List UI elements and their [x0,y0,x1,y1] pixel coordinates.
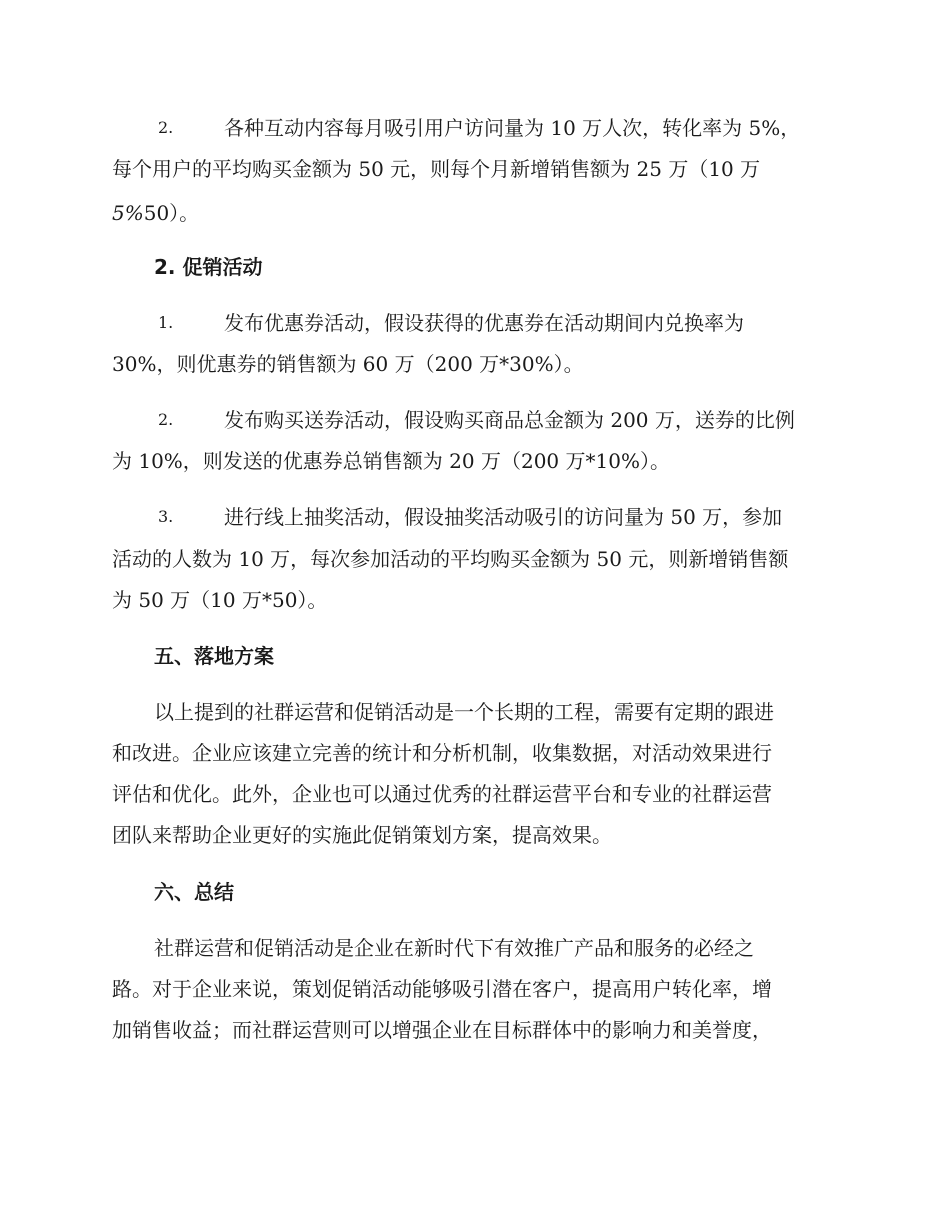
paragraph-line: 团队来帮助企业更好的实施此促销策划方案，提高效果。 [112,823,612,847]
list-number: 2. [158,118,174,137]
paragraph-line: 各种互动内容每月吸引用户访问量为 10 万人次，转化率为 5%， [224,116,801,140]
paragraph-line: 发布优惠券活动，假设获得的优惠券在活动期间内兑换率为 [224,311,744,335]
list-number: 3. [158,507,174,526]
list-number: 1. [158,313,174,332]
paragraph-line: 进行线上抽奖活动，假设抽奖活动吸引的访问量为 50 万，参加 [224,505,783,529]
paragraph-line: 为 50 万（10 万*50）。 [112,588,328,612]
section-heading: 2. 促销活动 [154,255,263,279]
paragraph-line: 发布购买送券活动，假设购买商品总金额为 200 万，送券的比例 [224,408,795,432]
list-number: 2. [158,410,174,429]
paragraph-line: 以上提到的社群运营和促销活动是一个长期的工程，需要有定期的跟进 [154,700,774,724]
section-heading: 六、总结 [154,880,234,904]
paragraph-line: 每个用户的平均购买金额为 50 元，则每个月新增销售额为 25 万（10 万 [112,157,761,181]
paragraph-line: 30%，则优惠券的销售额为 60 万（200 万*30%）。 [112,352,584,376]
paragraph-line: 社群运营和促销活动是企业在新时代下有效推广产品和服务的必经之 [154,936,754,960]
italic-text: 5% [112,201,144,225]
paragraph-line [112,199,199,227]
paragraph-line: 评估和优化。此外，企业也可以通过优秀的社群运营平台和专业的社群运营 [112,782,772,806]
paragraph-line: 和改进。企业应该建立完善的统计和分析机制，收集数据，对活动效果进行 [112,741,772,765]
paragraph-line: 路。对于企业来说，策划促销活动能够吸引潜在客户，提高用户转化率，增 [112,977,772,1001]
text-run: 50）。 [143,201,200,225]
paragraph-line: 加销售收益；而社群运营则可以增强企业在目标群体中的影响力和美誉度， [112,1018,772,1042]
paragraph-line: 活动的人数为 10 万，每次参加活动的平均购买金额为 50 元，则新增销售额 [112,547,789,571]
section-heading: 五、落地方案 [154,644,274,668]
paragraph-line: 为 10%，则发送的优惠券总销售额为 20 万（200 万*10%）。 [112,449,670,473]
